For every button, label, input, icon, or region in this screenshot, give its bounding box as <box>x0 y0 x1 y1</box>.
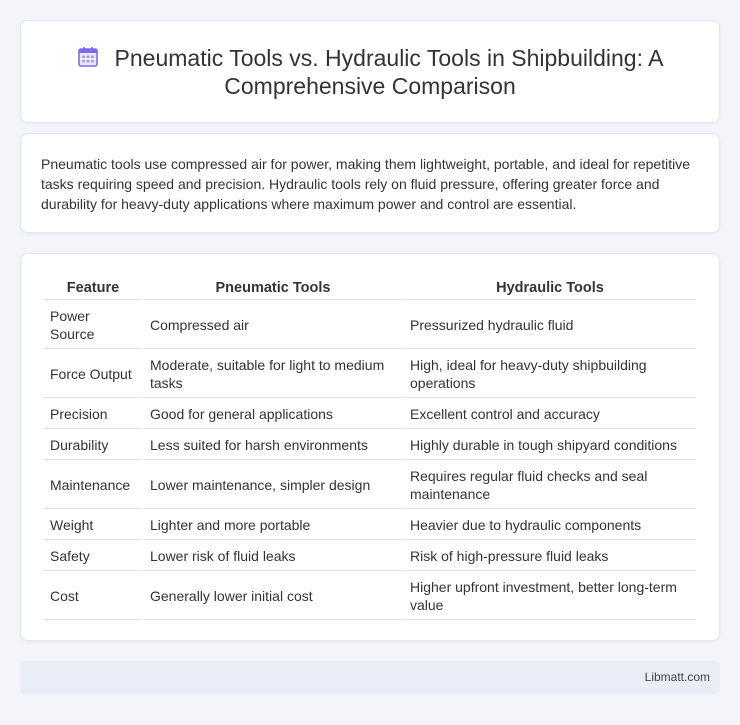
hydraulic-cell: High, ideal for heavy-duty shipbuilding operations <box>404 351 696 398</box>
pneumatic-cell: Lower maintenance, simpler design <box>144 462 402 509</box>
page-title: Pneumatic Tools vs. Hydraulic Tools in Shipbuilding: A Comprehensive Comparison <box>114 44 664 99</box>
hydraulic-cell: Excellent control and accuracy <box>404 400 696 429</box>
header-pneumatic: Pneumatic Tools <box>144 276 402 300</box>
feature-cell: Safety <box>44 542 142 571</box>
feature-cell: Power Source <box>44 302 142 349</box>
footer <box>20 661 720 694</box>
table-row <box>44 542 696 571</box>
table-header-row <box>44 276 696 300</box>
pneumatic-cell: Less suited for harsh environments <box>144 431 402 460</box>
intro-card <box>20 133 720 233</box>
hydraulic-cell: Higher upfront investment, better long-term value <box>404 573 696 620</box>
feature-cell: Cost <box>44 573 142 620</box>
pneumatic-cell: Good for general applications <box>144 400 402 429</box>
calendar-icon <box>77 46 99 68</box>
title-wrap <box>61 44 679 100</box>
table-row <box>44 351 696 398</box>
feature-cell: Maintenance <box>44 462 142 509</box>
feature-cell: Durability <box>44 431 142 460</box>
pneumatic-cell: Compressed air <box>144 302 402 349</box>
hydraulic-cell: Requires regular fluid checks and seal maintenance <box>404 462 696 509</box>
hydraulic-cell: Highly durable in tough shipyard conditions <box>404 431 696 460</box>
feature-cell: Precision <box>44 400 142 429</box>
intro-text: Pneumatic tools use compressed air for power, making them lightweight, portable, and ideal for repetitive tasks requiring speed and precision. Hydraulic tools rely on fluid pressure, offering greater force and durability for heavy-duty applications where maximum power and control are essential. <box>41 156 691 212</box>
hydraulic-cell: Risk of high-pressure fluid leaks <box>404 542 696 571</box>
table-row <box>44 431 696 460</box>
pneumatic-cell: Lighter and more portable <box>144 511 402 540</box>
comparison-table <box>42 274 698 622</box>
feature-cell: Weight <box>44 511 142 540</box>
hydraulic-cell: Pressurized hydraulic fluid <box>404 302 696 349</box>
footer-site-link[interactable]: Libmatt.com <box>644 670 710 684</box>
table-row <box>44 462 696 509</box>
pneumatic-cell: Moderate, suitable for light to medium tasks <box>144 351 402 398</box>
table-row <box>44 400 696 429</box>
table-card <box>20 253 720 641</box>
header-feature: Feature <box>44 276 142 300</box>
table-row <box>44 573 696 620</box>
hydraulic-cell: Heavier due to hydraulic components <box>404 511 696 540</box>
header-hydraulic: Hydraulic Tools <box>404 276 696 300</box>
title-card <box>20 20 720 123</box>
pneumatic-cell: Generally lower initial cost <box>144 573 402 620</box>
pneumatic-cell: Lower risk of fluid leaks <box>144 542 402 571</box>
table-row <box>44 302 696 349</box>
feature-cell: Force Output <box>44 351 142 398</box>
table-row <box>44 511 696 540</box>
